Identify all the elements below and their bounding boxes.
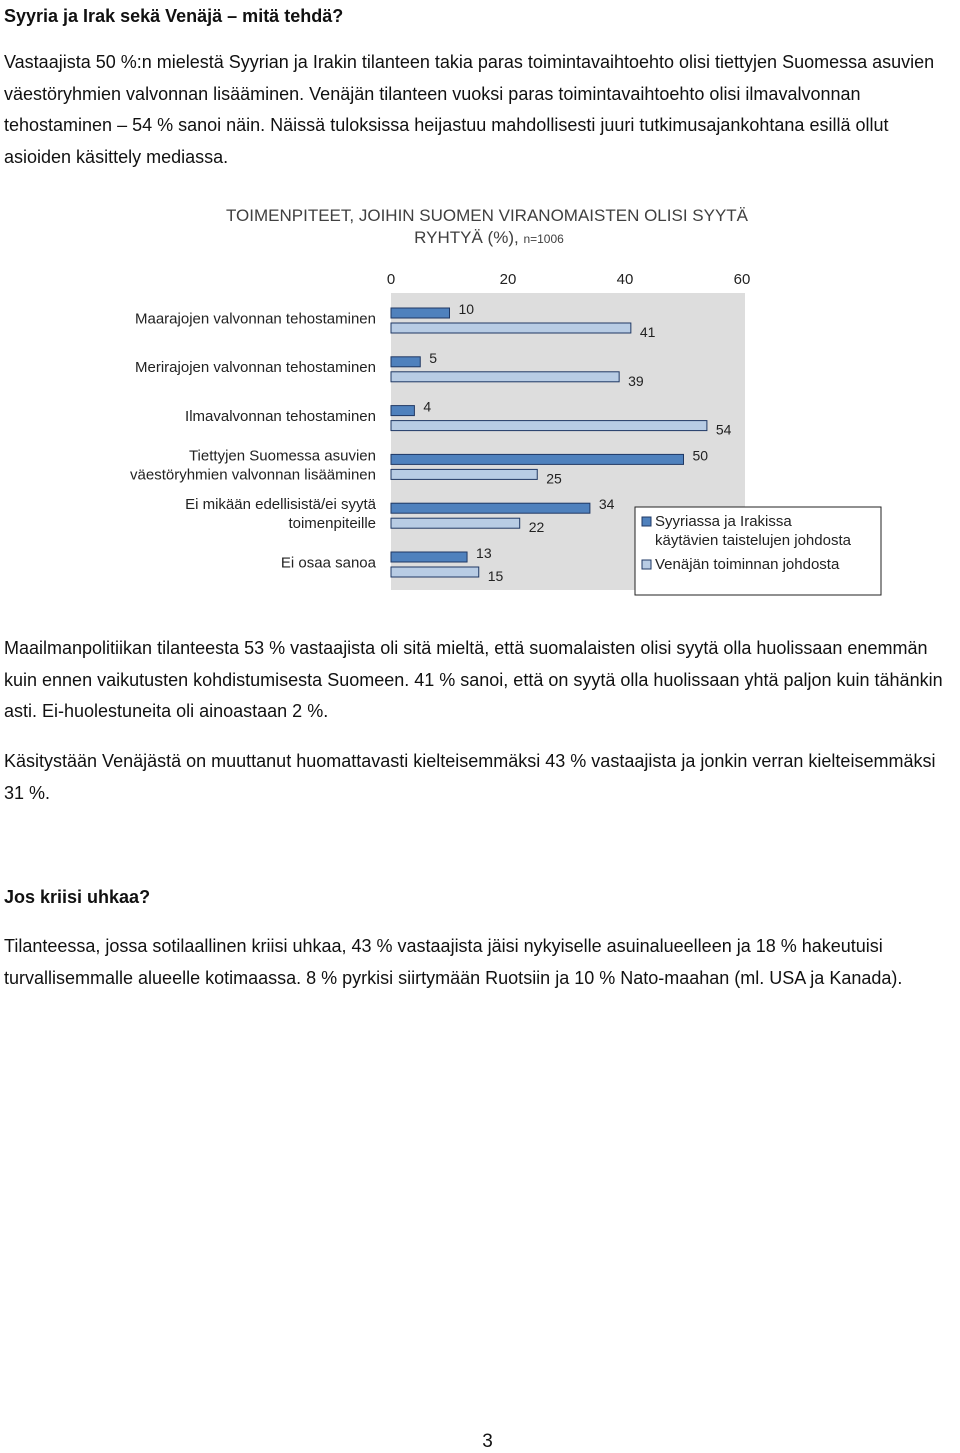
chart-title-line1: TOIMENPITEET, JOIHIN SUOMEN VIRANOMAISTEN OLISI SYYTÄ — [225, 206, 749, 225]
data-label-syyria-irak: 13 — [476, 545, 492, 561]
category-label: toimenpiteille — [288, 515, 376, 533]
legend-label-syyria-irak: Syyriassa ja Irakissa — [655, 513, 792, 530]
x-tick-label: 60 — [733, 271, 751, 288]
data-label-venaja: 41 — [639, 324, 656, 340]
data-label-venaja: 22 — [528, 519, 545, 536]
bar-syyria-irak — [391, 503, 590, 513]
section-body-kriisi: Tilanteessa, jossa sotilaallinen kriisi uhkaa, 43 % vastaajista jäisi nykyiselle asuinalueelleen ja 18 % hakeutuisi turvallisemmalle alueelle kotimaassa. 8 % pyrkisi siirtymään Ruotsiin ja 10 % Nato-maahan (ml. USA ja Kanada). — [4, 936, 903, 988]
bar-venaja — [391, 567, 479, 577]
bar-venaja — [391, 323, 631, 333]
data-label-venaja: 39 — [628, 372, 644, 389]
bar-syyria-irak — [391, 406, 414, 416]
data-label-venaja: 25 — [546, 470, 562, 487]
category-label: Ilmavalvonnan tehostaminen — [185, 408, 376, 425]
category-label: väestöryhmien valvonnan lisääminen — [130, 466, 376, 484]
data-label-syyria-irak: 4 — [423, 398, 432, 415]
chart-title-line2 — [414, 228, 564, 247]
bar-venaja — [391, 421, 707, 431]
section-body-syyria: Vastaajista 50 %:n mielestä Syyrian ja Irakin tilanteen takia paras toimintavaihtoehto olisi tiettyjen Suomessa asuvien väestöryhmien valvonnan lisääminen. Venäjän tilanteen vuoksi paras toimintavaihtoehto olisi ilmavalvonnan tehostaminen – 54 % sanoi näin. Näissä tuloksissa heijastuu mahdollisesti juuri tutkimusajankohtana esillä ollut asioiden käsittely mediassa. — [4, 52, 935, 167]
page-number: 3 — [482, 1431, 493, 1452]
bar-syyria-irak — [391, 308, 450, 318]
chart-title-note: n=1006 — [523, 232, 564, 246]
paragraph-maailmanpolitiikka: Maailmanpolitiikan tilanteesta 53 % vastaajista oli sitä mieltä, että suomalaisten olisi syytä olla huolissaan enemmän kuin ennen vaikutusten kohdistumisesta Suomeen. 41 % sanoi, että on syytä olla huolissaan yhtä paljon kuin tähänkin asti. Ei-huolestuneita oli ainoastaan 2 %. — [4, 638, 943, 721]
legend-label-venaja: Venäjän toiminnan johdosta — [655, 556, 840, 573]
bar-chart — [0, 195, 960, 607]
category-label: Maarajojen valvonnan tehostaminen — [135, 310, 376, 328]
category-label: Ei osaa sanoa — [280, 554, 376, 572]
section-heading-kriisi: Jos kriisi uhkaa? — [4, 887, 151, 907]
data-label-syyria-irak: 34 — [598, 496, 615, 513]
x-tick-label: 40 — [616, 271, 634, 288]
bar-venaja — [391, 372, 619, 382]
bar-venaja — [391, 469, 537, 479]
legend-label-syyria-irak: käytävien taistelujen johdosta — [655, 532, 851, 549]
data-label-syyria-irak: 50 — [692, 447, 709, 464]
legend-swatch-syyria-irak — [642, 517, 651, 526]
chart-title-text: RYHTYÄ (%), — [414, 228, 524, 247]
bar-syyria-irak — [391, 454, 684, 464]
data-label-venaja: 15 — [487, 568, 504, 584]
bar-syyria-irak — [391, 357, 420, 367]
section-heading-syyria: Syyria ja Irak sekä Venäjä – mitä tehdä? — [4, 6, 344, 26]
category-label: Tiettyjen Suomessa asuvien — [188, 447, 376, 465]
data-label-syyria-irak: 5 — [429, 349, 438, 366]
paragraph-venaja-kasitys: Käsitystään Venäjästä on muuttanut huomattavasti kielteisemmäksi 43 % vastaajista ja jonkin verran kielteisemmäksi 31 %. — [4, 751, 936, 803]
bar-syyria-irak — [391, 552, 467, 562]
data-label-syyria-irak: 10 — [458, 301, 475, 317]
legend-swatch-venaja — [642, 560, 651, 569]
category-label: Merirajojen valvonnan tehostaminen — [135, 359, 376, 377]
x-tick-label: 20 — [499, 271, 517, 288]
x-tick-label: 0 — [386, 271, 396, 288]
bar-venaja — [391, 518, 520, 528]
category-label: Ei mikään edellisistä/ei syytä — [185, 496, 376, 514]
data-label-venaja: 54 — [715, 421, 732, 438]
